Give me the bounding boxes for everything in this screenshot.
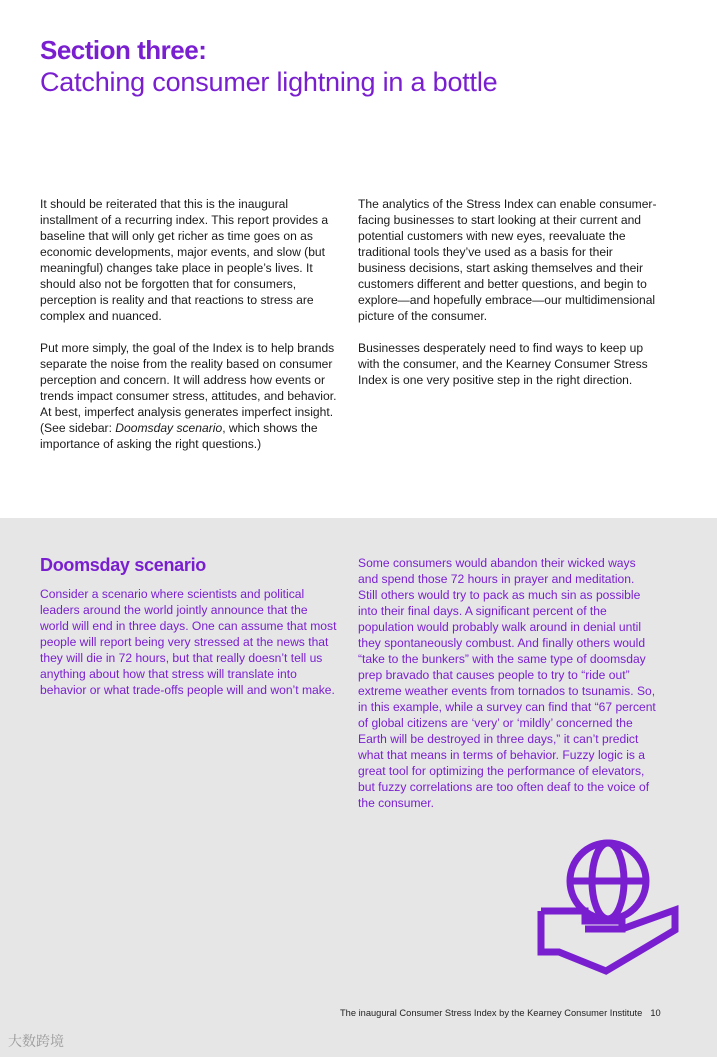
sidebar-reference: Doomsday scenario <box>115 421 223 435</box>
watermark: 大数跨境 <box>8 1033 64 1049</box>
page-footer <box>340 1008 680 1018</box>
right-paragraph-2: Businesses desperately need to find ways to keep up with the consumer, and the Kearney Consumer Stress Index is one very positive step in the right direction. <box>358 341 648 387</box>
sidebar-left-paragraph: Consider a scenario where scientists and political leaders around the world jointly announce that the world will end in three days. One can assume that most people will report being very stressed at the news that they will die in 72 hours, but that really doesn’t tell us anything about how that stress will translate into behavior or what trade-offs people will and won’t make. <box>40 587 337 697</box>
sidebar-right-paragraph: Some consumers would abandon their wicked ways and spend those 72 hours in prayer and meditation. Still others would try to pack as much sin as possible into their final days. A significant percent of the population would probably walk around in denial until they spontaneously combust. And finally others would “take to the bunkers” with the same type of doomsday prep bravado that causes people to try to “ride out” extreme weather events from tornados to tsunamis. So, in this example, while a survey can find that “67 percent of global citizens are ‘very’ or ‘mildly’ concerned the Earth will be destroyed in three days,” it can’t predict what that means in terms of behavior. Fuzzy logic is a great tool for optimizing the performance of elevators, but fuzzy correlations are too often deaf to the voice of the consumer. <box>358 556 656 810</box>
doomsday-sidebar <box>0 518 717 1057</box>
section-title: Catching consumer lightning in a bottle <box>40 67 498 97</box>
sidebar-right-text <box>358 555 656 811</box>
section-kicker: Section three: <box>40 35 207 65</box>
left-paragraph-2-end: , which shows the importance of asking the right questions.) <box>40 421 318 451</box>
right-paragraph-1: The analytics of the Stress Index can enable consumer-facing businesses to start looking at their current and potential customers with new eyes, reevaluate the traditional tools they’ve used as a basis for their business decisions, start asking themselves and their customers different and better questions, and begin to explore—and hopefully embrace—our multidimensional picture of the consumer. <box>358 197 657 323</box>
right-column <box>358 196 658 404</box>
left-paragraph-1: It should be reiterated that this is the inaugural installment of a recurring index. This report provides a baseline that will only get richer as time goes on as economic developments, major events, and slow (but meaningful) changes take place in people’s lives. It should also not be forgotten that for consumers, perception is reality and that reactions to stress are complex and nuanced. <box>40 197 329 323</box>
globe-in-hand-icon <box>537 836 679 978</box>
left-column <box>40 196 340 468</box>
sidebar-title: Doomsday scenario <box>40 555 206 575</box>
sidebar-left-text <box>40 586 338 698</box>
left-paragraph-2 <box>40 340 340 452</box>
page-number: 10 <box>650 1008 661 1018</box>
footer-text: The inaugural Consumer Stress Index by the Kearney Consumer Institute <box>340 1008 643 1018</box>
left-paragraph-2-start: Put more simply, the goal of the Index is to help brands separate the noise from the reality based on consumer perception and concern. It will address how events or trends impact consumer stress, attitudes, and behavior. At best, imperfect analysis generates imperfect insight. (See sidebar: <box>40 341 337 435</box>
section-heading <box>40 34 497 98</box>
